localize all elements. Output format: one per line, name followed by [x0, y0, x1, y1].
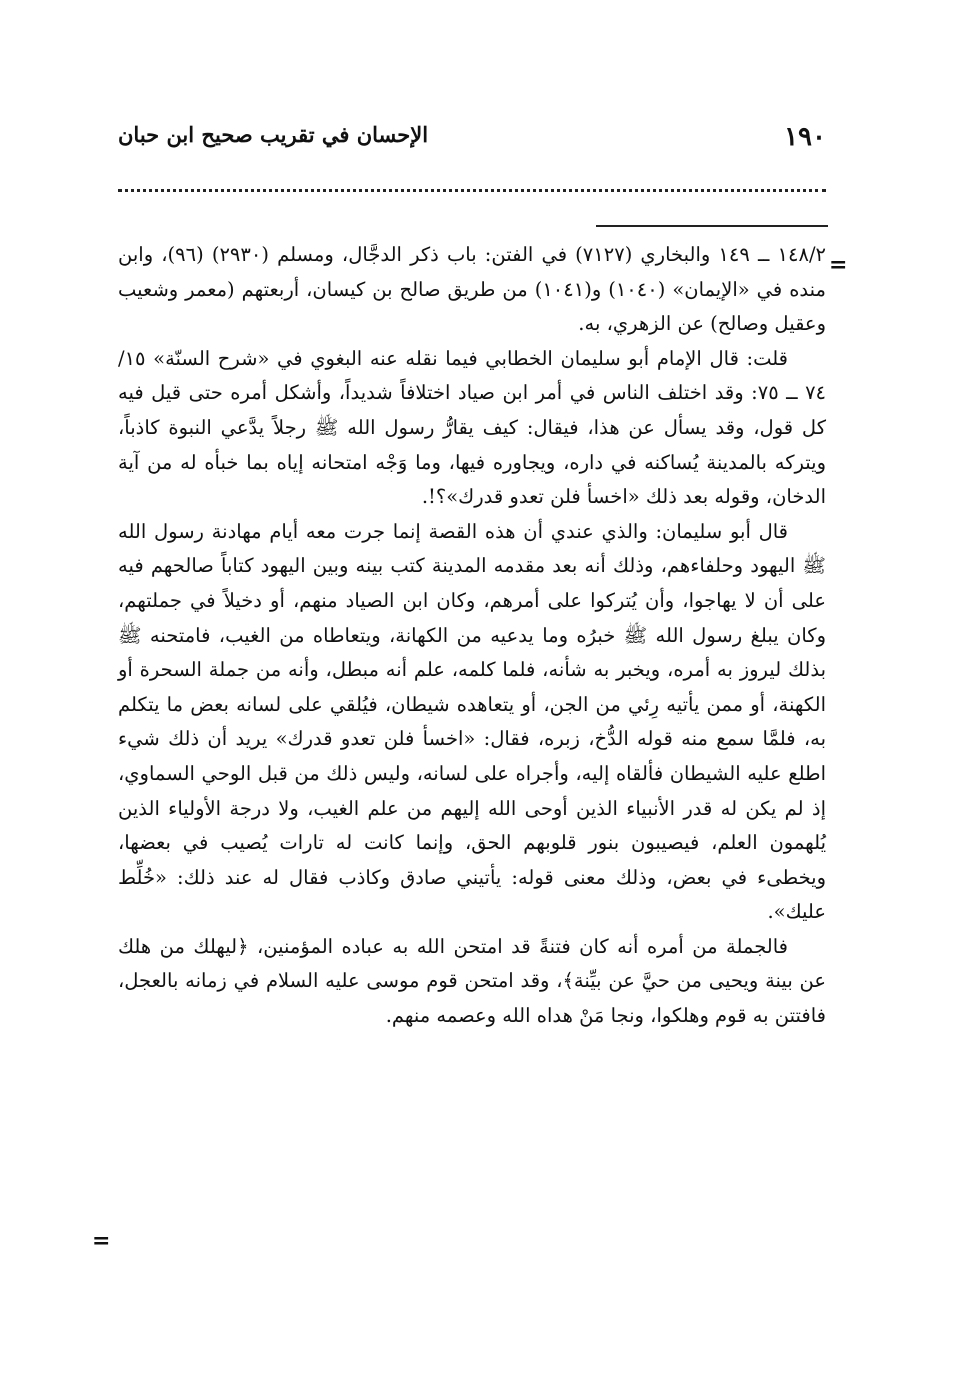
continuation-mark-bottom: =: [92, 1228, 111, 1254]
paragraph-takhrij: ١٤٨/٢ ــ ١٤٩ والبخاري (٧١٢٧) في الفتن: باب ذكر الدجَّال، ومسلم (٢٩٣٠) (٩٦)، وابن منده في «الإيمان» (١٠٤٠) و(١٠٤١) من طريق صالح بن كيسان، أربعتهم (معمر وشعيب وعقيل وصالح) عن الزهري، به.: [118, 243, 826, 336]
paragraph-khattabi-quote: قلت: قال الإمام أبو سليمان الخطابي فيما نقله عنه البغوي في «شرح السنّة» ١٥/ ٧٤ ــ ٧٥: وقد اختلف الناس في أمر ابن صياد اختلافاً شديداً، وأشكل أمره حتى قيل فيه كل قول، وقد يسأل عن هذا، فيقال: كيف يقارُّ رسول الله ﷺ رجلاً يدَّعي النبوة كاذباً، ويتركه بالمدينة يُساكنه في داره، ويجاوره فيها، وما وَجْه امتحانه إياه بما خبأه له من آية الدخان، وقوله بعد ذلك «اخسأ فلن تعدو قدرك»؟!.: [118, 346, 827, 509]
footnote-body: [118, 238, 826, 1034]
footnote-rule: [596, 225, 828, 227]
running-header: [118, 118, 826, 158]
dotted-separator: [118, 189, 826, 192]
continuation-mark-top: =: [829, 252, 848, 278]
paragraph-conclusion: فالجملة من أمره أنه كان فتنةً قد امتحن الله به عباده المؤمنين، ﴿ليهلك من هلك عن بينة ويحيى من حيَّ عن بيِّنة﴾، وقد امتحن قوم موسى عليه السلام في زمانه بالعجل، فافتتن به قوم وهلكوا، ونجا مَنْ هداه الله وعصمه منهم.: [118, 934, 826, 1028]
book-title: الإحسان في تقريب صحيح ابن حبان: [118, 122, 429, 147]
paragraph-abu-sulaiman: قال أبو سليمان: والذي عندي أن هذه القصة إنما جرت معه أيام مهادنة رسول الله ﷺ اليهود وحلفاءهم، وذلك أنه بعد مقدمه المدينة كتب بينه وبين اليهود كتاباً صالحهم فيه على أن لا يهاجوا، وأن يُتركوا على أمرهم، وكان ابن الصياد منهم، أو دخيلاً في جملتهم، وكان يبلغ رسول الله ﷺ خبرُه وما يدعيه من الكهانة، ويتعاطاه من الغيب، فامتحنه ﷺ بذلك ليروز به أمره، ويخبر به شأنه، فلما كلمه، علم أنه مبطل، وأنه من جملة السحرة أو الكهنة، أو ممن يأتيه رِئي من الجن، أو يتعاهده شيطان، فيُلقي على لسانه بعض ما يتكلم به، فلمَّا سمع منه قوله الدُّخ، زبره، فقال: «اخسأ فلن تعدو قدرك» يريد أن ذلك شيء اطلع عليه الشيطان فألقاه إليه، وأجراه على لسانه، وليس ذلك من قبل الوحي السماوي، إذ لم يكن له قدر الأنبياء الذين أوحى الله إليهم من علم الغيب، ولا درجة الأولياء الذين يُلهمون العلم، فيصيبون بنور قلوبهم الحق، وإنما كانت له تارات يُصيب في بعضها، ويخطىء في بعض، وذلك معنى قوله: يأتيني صادق وكاذب فقال له عند ذلك: «خُلِّط عليك».: [118, 519, 826, 924]
page-number: ١٩٠: [784, 122, 826, 152]
